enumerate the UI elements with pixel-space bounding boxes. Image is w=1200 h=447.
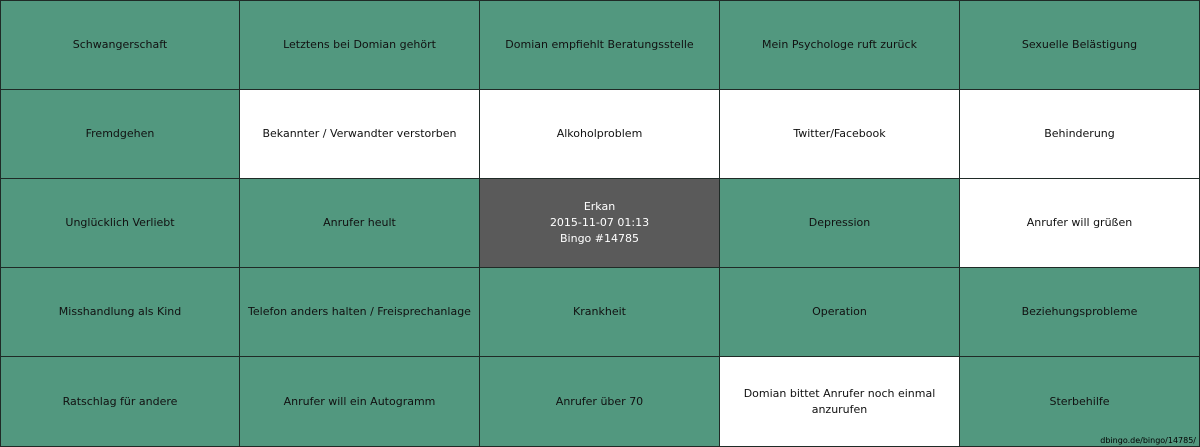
watermark-url: dbingo.de/bingo/14785/: [1100, 436, 1196, 445]
bingo-cell-r5-c3[interactable]: Anrufer über 70: [480, 357, 720, 447]
center-info-cell: [480, 179, 720, 268]
bingo-cell-r4-c1[interactable]: Misshandlung als Kind: [1, 268, 240, 357]
bingo-cell-r2-c5[interactable]: Behinderung: [960, 90, 1200, 179]
bingo-cell-r1-c5[interactable]: Sexuelle Belästigung: [960, 1, 1200, 90]
bingo-cell-r4-c5[interactable]: Beziehungsprobleme: [960, 268, 1200, 357]
bingo-cell-r5-c4[interactable]: Domian bittet Anrufer noch einmal anzurufen: [720, 357, 960, 447]
bingo-cell-r4-c2[interactable]: Telefon anders halten / Freisprechanlage: [240, 268, 480, 357]
bingo-cell-r2-c4[interactable]: Twitter/Facebook: [720, 90, 960, 179]
center-bingo-id: Bingo #14785: [560, 232, 639, 245]
bingo-cell-r3-c2[interactable]: Anrufer heult: [240, 179, 480, 268]
bingo-cell-r4-c3[interactable]: Krankheit: [480, 268, 720, 357]
bingo-cell-r3-c1[interactable]: Unglücklich Verliebt: [1, 179, 240, 268]
center-player-name: Erkan: [583, 200, 616, 213]
center-datetime: 2015-11-07 01:13: [549, 216, 650, 229]
bingo-cell-r4-c4[interactable]: Operation: [720, 268, 960, 357]
bingo-cell-r5-c2[interactable]: Anrufer will ein Autogramm: [240, 357, 480, 447]
bingo-cell-r1-c2[interactable]: Letztens bei Domian gehört: [240, 1, 480, 90]
bingo-cell-r3-c4[interactable]: Depression: [720, 179, 960, 268]
bingo-cell-r3-c5[interactable]: Anrufer will grüßen: [960, 179, 1200, 268]
bingo-cell-r2-c3[interactable]: Alkoholproblem: [480, 90, 720, 179]
bingo-cell-r5-c1[interactable]: Ratschlag für andere: [1, 357, 240, 447]
bingo-cell-r5-c5[interactable]: Sterbehilfe: [960, 357, 1200, 447]
bingo-cell-r1-c4[interactable]: Mein Psychologe ruft zurück: [720, 1, 960, 90]
bingo-cell-r1-c3[interactable]: Domian empfiehlt Beratungsstelle: [480, 1, 720, 90]
bingo-cell-r2-c1[interactable]: Fremdgehen: [1, 90, 240, 179]
bingo-cell-r2-c2[interactable]: Bekannter / Verwandter verstorben: [240, 90, 480, 179]
bingo-cell-r1-c1[interactable]: Schwangerschaft: [1, 1, 240, 90]
